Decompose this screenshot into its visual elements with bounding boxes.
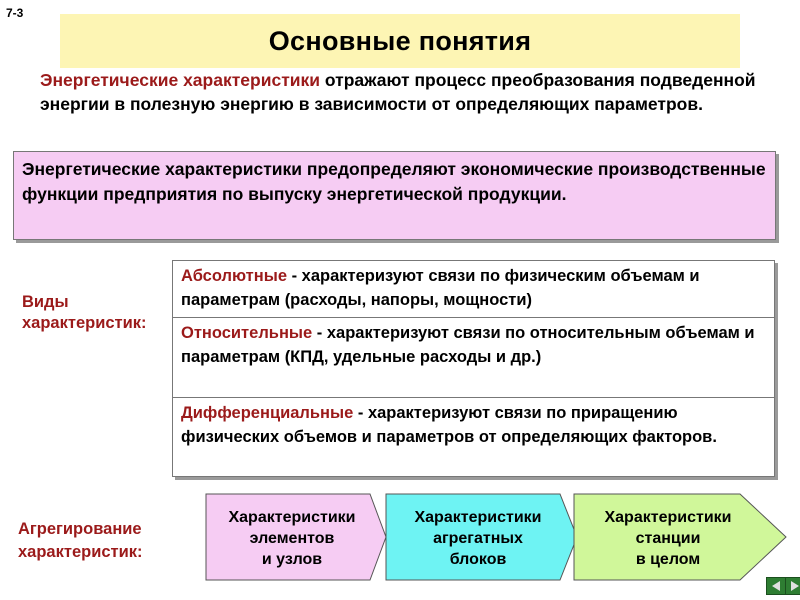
step-line: агрегатных — [433, 529, 523, 547]
page-title-text: Основные понятия — [268, 25, 532, 56]
slide-number: 7-3 — [6, 6, 24, 20]
intro-text: отражают процесс преобразования подведенной энергии в полезную энергию в зависимости от определяющих параметров. — [40, 70, 756, 114]
step-line: Характеристики — [414, 508, 542, 526]
step-line: элементов — [249, 529, 335, 547]
type-desc: - характеризуют связи по относительным объемам и параметрам (КПД, удельные расходы и др.) — [181, 324, 755, 366]
step-line: и узлов — [261, 550, 323, 568]
types-label-line1: Виды — [22, 293, 69, 311]
type-desc: - характеризуют связи по приращению физических объемов и параметров от определяющих факторов. — [181, 404, 717, 446]
step-line: блоков — [449, 550, 507, 568]
economic-function-box — [13, 151, 776, 240]
type-term: Относительные — [181, 324, 313, 342]
step-line: в целом — [635, 550, 701, 568]
types-label-line2: характеристик: — [22, 314, 147, 332]
type-term: Абсолютные — [181, 267, 287, 285]
intro-highlight: Энергетические характеристики — [40, 70, 321, 90]
step-line: станции — [635, 529, 701, 547]
step-line: Характеристики — [228, 508, 356, 526]
nav-prev-button[interactable] — [766, 577, 786, 595]
type-term: Дифференциальные — [181, 404, 354, 422]
type-desc: - характеризуют связи по физическим объемам и параметрам (расходы, напоры, мощности) — [181, 267, 700, 309]
step-line: Характеристики — [604, 508, 732, 526]
aggregation-label-line1: Агрегирование — [18, 520, 142, 538]
type-row-absolute — [173, 261, 774, 318]
aggregation-label — [18, 518, 143, 564]
step-elements — [212, 498, 372, 578]
economic-function-text: Энергетические характеристики предопределяют экономические производственные функции предприятия по выпуску энергетической продукции. — [22, 159, 766, 204]
types-label — [22, 292, 147, 334]
nav-next-button[interactable] — [785, 577, 800, 595]
type-row-relative — [173, 318, 774, 398]
step-station — [584, 498, 752, 578]
aggregation-label-line2: характеристик: — [18, 543, 143, 561]
arrow-left-icon — [770, 580, 782, 592]
types-table — [172, 260, 775, 477]
page-title — [60, 14, 740, 68]
intro-paragraph — [40, 68, 760, 116]
arrow-right-icon — [789, 580, 800, 592]
step-blocks — [394, 498, 562, 578]
type-row-differential — [173, 398, 774, 476]
